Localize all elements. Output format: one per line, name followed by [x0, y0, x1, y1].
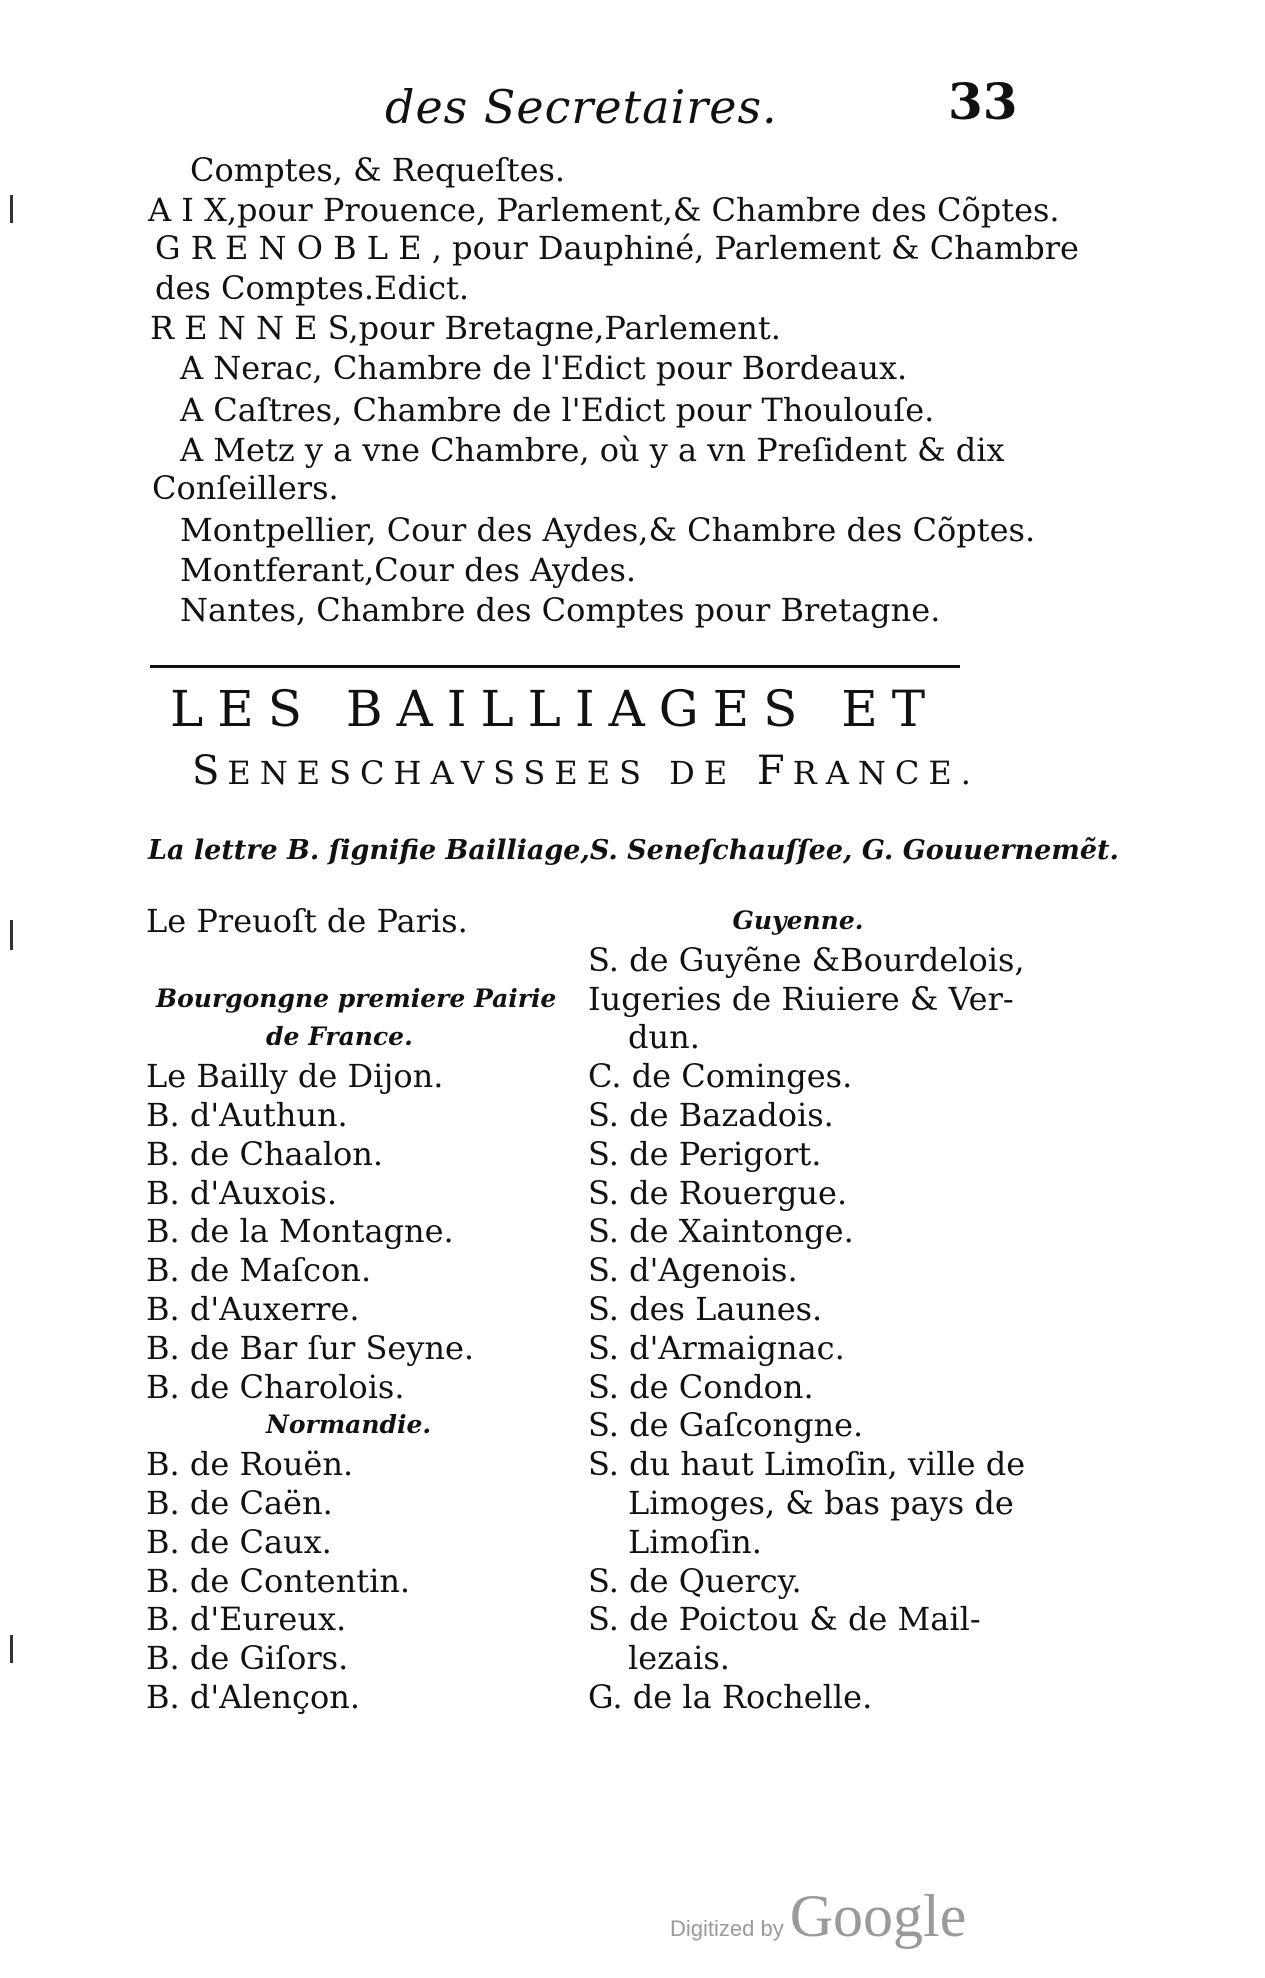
scan-mark — [10, 1635, 13, 1663]
text-line: A Nerac, Chambre de l'Edict pour Bordeaux. — [180, 349, 908, 387]
list-item: B. de Charolois. — [146, 1367, 405, 1406]
heading-initial-2: F — [756, 748, 793, 794]
list-item: lezais. — [628, 1639, 730, 1678]
list-item: S. du haut Limoſin, ville de — [588, 1445, 1026, 1484]
text-line: A I X,pour Prouence, Parlement,& Chambre des Cõptes. — [148, 191, 1060, 229]
list-item: B. d'Auxois. — [146, 1173, 337, 1212]
region-heading: Normandie. — [266, 1410, 432, 1440]
text-line: Montferant,Cour des Aydes. — [180, 551, 637, 589]
text-line: R E N N E S,pour Bretagne,Parlement. — [150, 309, 781, 347]
list-item: C. de Cominges. — [588, 1057, 853, 1096]
right-column — [588, 902, 1026, 1717]
list-item: S. de Condon. — [588, 1367, 814, 1406]
list-item: S. de Bazadois. — [588, 1095, 834, 1134]
running-head: des Secretaires. — [385, 80, 778, 134]
list-item: S. de Guyẽne &Bourdelois, — [588, 940, 1025, 979]
watermark-prefix: Digitized by — [670, 1916, 784, 1941]
page-number: 33 — [948, 72, 1018, 131]
region-heading: Guyenne. — [732, 906, 864, 935]
list-item: S. de Rouergue. — [588, 1173, 848, 1212]
section-heading-line1: LES BAILLIAGES ET — [170, 680, 940, 738]
list-item: B. de Maſcon. — [146, 1251, 372, 1290]
heading-initial: S — [192, 748, 228, 794]
text-line: Nantes, Chambre des Comptes pour Bretagne. — [180, 591, 941, 629]
scan-mark — [10, 195, 13, 223]
list-item: S. de Quercy. — [588, 1561, 802, 1600]
list-item: Le Preuoſt de Paris. — [146, 902, 468, 940]
list-item: S. de Perigort. — [588, 1134, 822, 1173]
list-item: B. de Caën. — [146, 1483, 333, 1522]
list-item: S. de Xaintonge. — [588, 1212, 854, 1251]
scan-mark — [10, 920, 13, 950]
list-item: B. d'Authun. — [146, 1095, 348, 1134]
text-line: G R E N O B L E , pour Dauphiné, Parlement & Chambre — [155, 229, 1079, 267]
list-item: S. de Poictou & de Mail- — [588, 1600, 981, 1639]
list-item: S. d'Agenois. — [588, 1251, 798, 1290]
list-item: B. de Caux. — [146, 1522, 332, 1561]
text-line: Conſeillers. — [152, 469, 339, 507]
region-heading: de France. — [266, 1022, 413, 1052]
list-item: B. d'Auxerre. — [146, 1289, 360, 1328]
list-item: B. de Giſors. — [146, 1639, 349, 1678]
list-item: Limoges, & bas pays de — [628, 1483, 1014, 1522]
digitized-watermark — [670, 1882, 966, 1951]
left-column — [146, 902, 566, 1717]
heading-smallcaps: ENESCHAVSSEES DE — [227, 754, 737, 792]
text-line: des Comptes.Edict. — [155, 269, 470, 307]
watermark-brand: Google — [789, 1883, 967, 1949]
heading-smallcaps-2: RANCE. — [792, 754, 980, 792]
list-item: B. de Rouën. — [146, 1445, 354, 1484]
text-line: Montpellier, Cour des Aydes,& Chambre des Cõptes. — [180, 511, 1036, 549]
list-item: S. de Gaſcongne. — [588, 1406, 864, 1445]
list-item: Limoſin. — [628, 1522, 762, 1561]
section-divider — [150, 665, 960, 668]
section-heading-line2 — [192, 748, 980, 794]
text-line: A Metz y a vne Chambre, où y a vn Preſident & dix — [180, 431, 1005, 469]
abbreviation-legend: La lettre B. ſignifie Bailliage,S. Seneſchauſſee, G. Gouuernemẽt. — [148, 835, 1119, 866]
list-item: B. de Contentin. — [146, 1561, 411, 1600]
list-item: dun. — [628, 1018, 700, 1057]
list-item: B. de Chaalon. — [146, 1134, 383, 1173]
list-item: S. des Launes. — [588, 1289, 823, 1328]
list-item: G. de la Rochelle. — [588, 1677, 873, 1716]
list-item: Iugeries de Riuiere & Ver- — [588, 979, 1014, 1018]
list-item — [146, 941, 566, 980]
list-item: B. d'Eureux. — [146, 1600, 347, 1639]
list-item: B. de la Montagne. — [146, 1212, 454, 1251]
list-item: Le Bailly de Dijon. — [146, 1057, 444, 1096]
text-line: A Caſtres, Chambre de l'Edict pour Thoulouſe. — [180, 391, 935, 429]
list-item: B. de Bar ſur Seyne. — [146, 1328, 475, 1367]
list-item: S. d'Armaignac. — [588, 1328, 845, 1367]
list-item: B. d'Alençon. — [146, 1677, 360, 1716]
region-heading: Bourgongne premiere Pairie — [156, 983, 557, 1013]
text-line: Comptes, & Requeſtes. — [190, 151, 566, 189]
